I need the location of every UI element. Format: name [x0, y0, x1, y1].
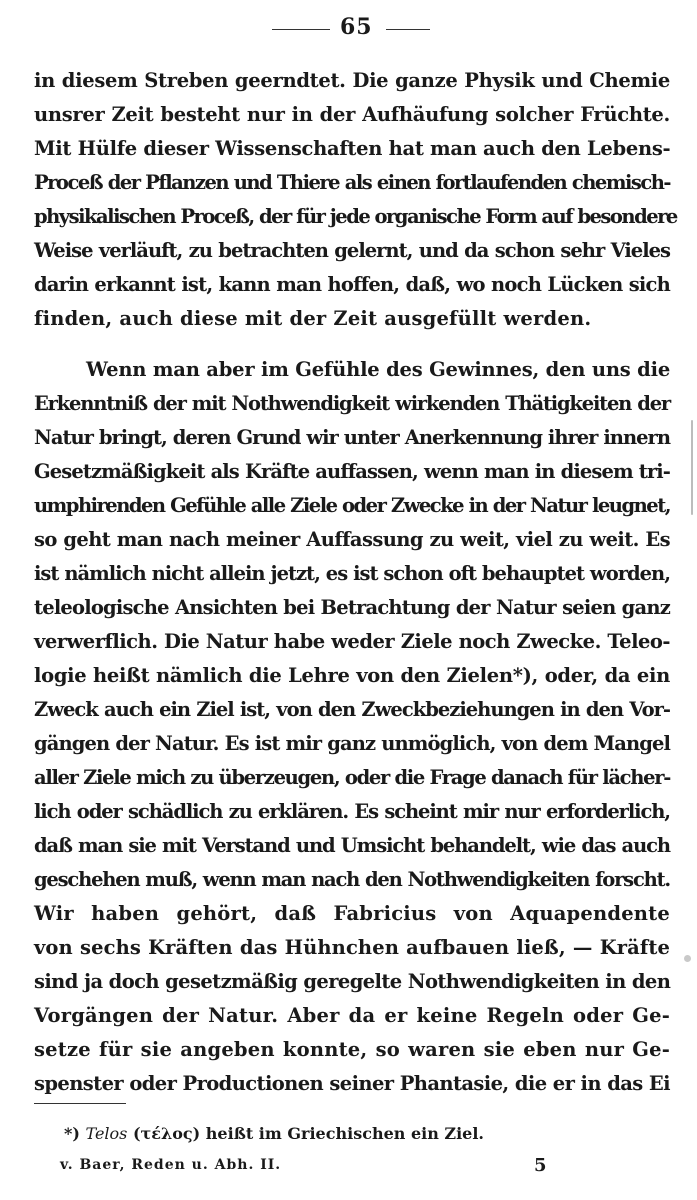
- text-line: gängen der Natur. Es ist mir ganz unmöglich, von dem Mangel: [34, 732, 670, 755]
- paper-speck: [684, 955, 691, 962]
- sheet-number: 5: [534, 1155, 547, 1176]
- text-line: sind ja doch gesetzmäßig geregelte Nothwendigkeiten in den: [34, 970, 671, 993]
- page-edge-mark: [691, 420, 693, 515]
- footnote-greek-word: (τέλος): [132, 1124, 201, 1143]
- text-line: lich oder schädlich zu erklären. Es scheint mir nur erforderlich,: [34, 800, 670, 823]
- text-line: unsrer Zeit besteht nur in der Aufhäufung solcher Früchte.: [34, 103, 670, 126]
- footnote-text: heißt im Griechischen ein Ziel.: [205, 1124, 484, 1143]
- page-header: [0, 12, 697, 44]
- text-line: finden, auch diese mit der Zeit ausgefüllt werden.: [34, 307, 592, 330]
- text-line: von sechs Kräften das Hühnchen aufbauen ließ, — Kräfte: [34, 936, 670, 959]
- text-line: Zweck auch ein Ziel ist, von den Zweckbeziehungen in den Vor-: [34, 698, 670, 721]
- text-line: spenster oder Productionen seiner Phantasie, die er in das Ei: [34, 1072, 670, 1095]
- paragraph-1: [34, 64, 677, 336]
- text-line: umphirenden Gefühle alle Ziele oder Zwecke in der Natur leugnet,: [34, 494, 670, 517]
- text-line: logie heißt nämlich die Lehre von den Zielen*), oder, da ein: [34, 664, 670, 687]
- text-line: Natur bringt, deren Grund wir unter Anerkennung ihrer innern: [34, 426, 670, 449]
- text-line: physikalischen Proceß, der für jede organische Form auf besondere: [34, 205, 677, 228]
- text-line: verwerflich. Die Natur habe weder Ziele noch Zwecke. Teleo-: [34, 630, 670, 653]
- text-line: geschehen muß, wenn man nach den Nothwendigkeiten forscht.: [34, 868, 670, 891]
- header-rule-right: [386, 29, 430, 30]
- header-rule-left: [272, 29, 330, 30]
- text-line: aller Ziele mich zu überzeugen, oder die Frage danach für lächer-: [34, 766, 670, 789]
- text-line: Mit Hülfe dieser Wissenschaften hat man auch den Lebens-: [34, 137, 671, 160]
- text-line: so geht man nach meiner Auffassung zu weit, viel zu weit. Es: [34, 528, 670, 551]
- footnote-marker: *): [64, 1124, 80, 1143]
- text-line: Wenn man aber im Gefühle des Gewinnes, den uns die: [86, 358, 671, 381]
- text-line: Wir haben gehört, daß Fabricius von Aquapendente: [34, 902, 670, 925]
- text-line: Vorgängen der Natur. Aber da er keine Regeln oder Ge-: [34, 1004, 670, 1027]
- text-line: Erkenntniß der mit Nothwendigkeit wirkenden Thätigkeiten der: [34, 392, 670, 415]
- footnote-latin-word: Telos: [85, 1124, 128, 1143]
- footnote-rule: [34, 1103, 126, 1104]
- text-line: ist nämlich nicht allein jetzt, es ist schon oft behauptet worden,: [34, 562, 670, 585]
- text-line: Proceß der Pflanzen und Thiere als einen fortlaufenden chemisch-: [34, 171, 670, 194]
- text-line: daß man sie mit Verstand und Umsicht behandelt, wie das auch: [34, 834, 670, 857]
- footnote: [64, 1124, 484, 1143]
- paragraph-2: [34, 353, 670, 1101]
- paragraph-gap: [34, 336, 670, 353]
- page-number: 65: [340, 14, 373, 40]
- text-line: in diesem Streben geerndtet. Die ganze Physik und Chemie: [34, 69, 670, 92]
- text-line: darin erkannt ist, kann man hoffen, daß, wo noch Lücken sich: [34, 273, 670, 296]
- signature-line: v. Baer, Reden u. Abh. II.: [60, 1157, 282, 1173]
- body-text: [34, 64, 677, 1101]
- text-line: Weise verläuft, zu betrachten gelernt, und da schon sehr Vieles: [34, 239, 670, 262]
- text-line: teleologische Ansichten bei Betrachtung der Natur seien ganz: [34, 596, 670, 619]
- text-line: setze für sie angeben konnte, so waren sie eben nur Ge-: [34, 1038, 670, 1061]
- text-line: Gesetzmäßigkeit als Kräfte auffassen, wenn man in diesem tri-: [34, 460, 670, 483]
